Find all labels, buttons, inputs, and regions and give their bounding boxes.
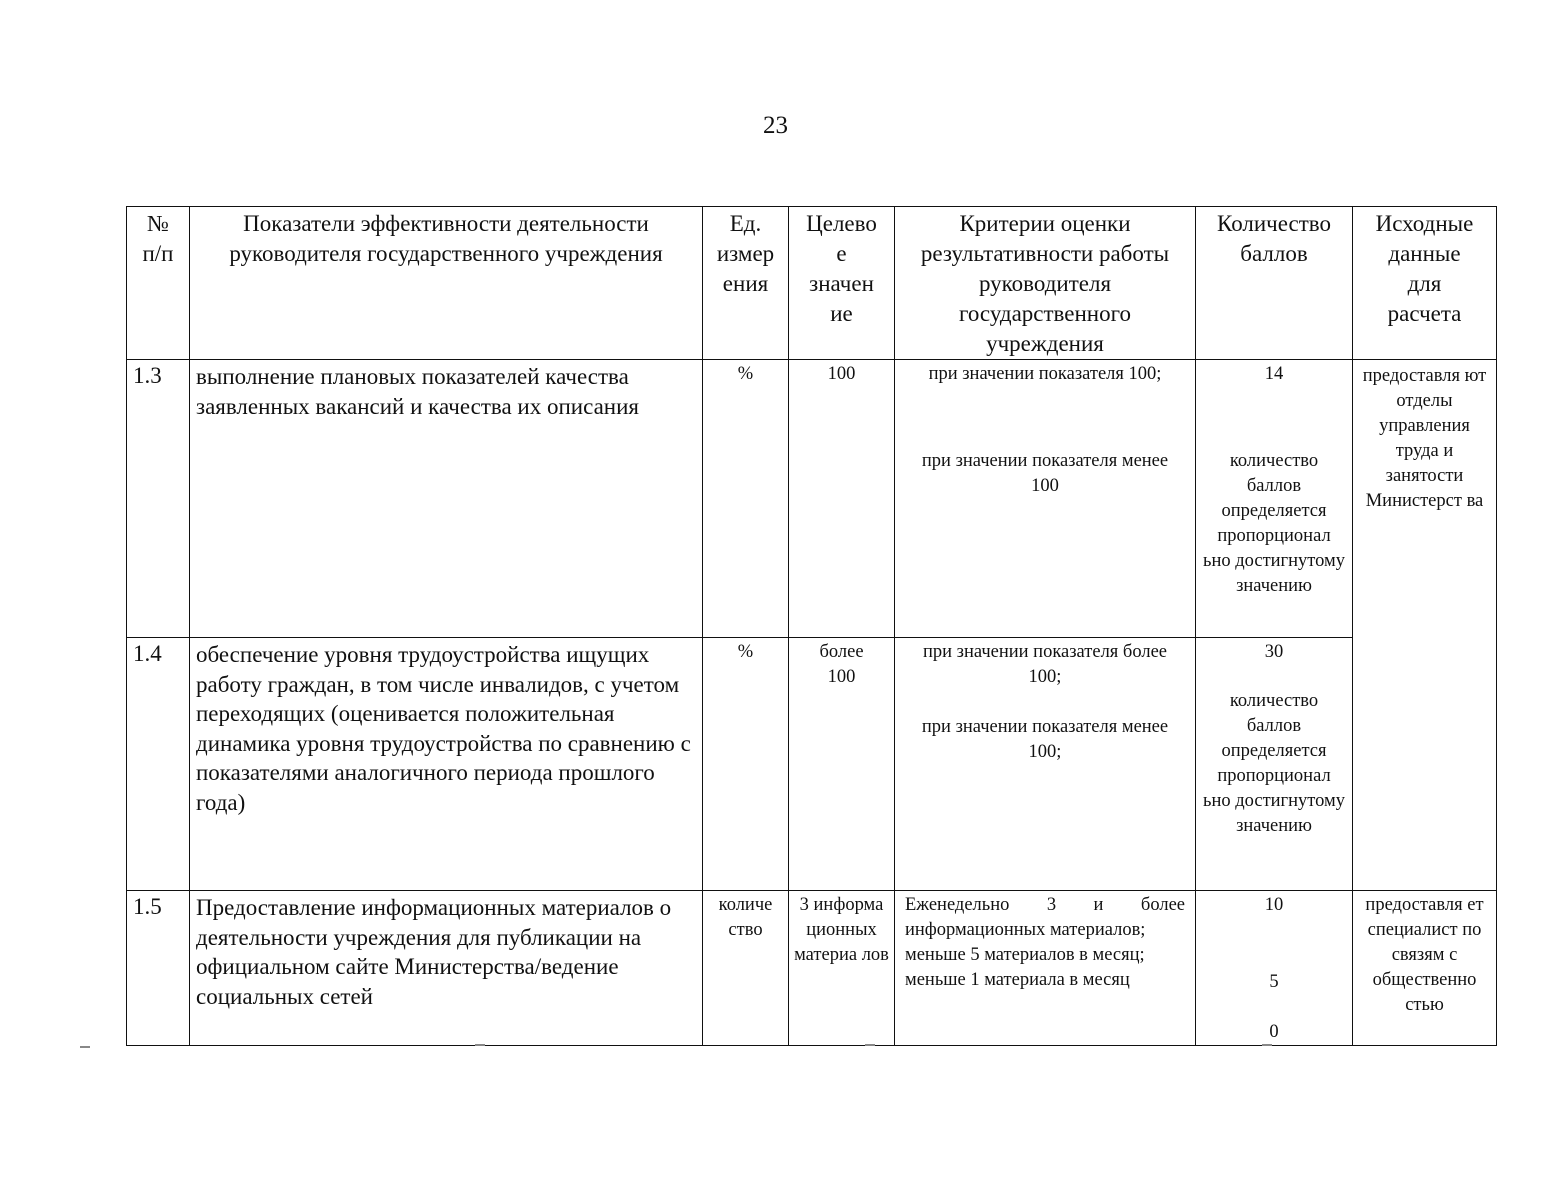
source-cell: предоставля ет специалист по связям с общественно стью [1353,891,1497,1046]
target-cell: 100 [789,360,895,638]
indicators-table [126,206,1497,1046]
indicator-text: обеспечение уровня трудоустройства ищущих работу граждан, в том числе инвалидов, с учетом переходящих (оценивается положительная динамика уровня трудоустройства по сравнению с показателями аналогичного периода прошлого года) [190,638,703,891]
table-row [127,891,1497,1046]
table-header-row [127,207,1497,360]
table-row [127,360,1497,638]
header-target: Целево е значен ие [789,207,895,360]
points-cell: 10 5 0 [1196,891,1353,1046]
criteria-cell: при значении показателя 100; при значении показателя менее 100 [895,360,1196,638]
header-indicator: Показатели эффективности деятельности руководителя государственного учреждения [190,207,703,360]
source-cell: предоставля ют отделы управления труда и занятости Министерст ва [1353,360,1497,891]
header-criteria: Критерии оценки результативности работы руководителя государственного учреждения [895,207,1196,360]
scan-mark [80,1046,90,1048]
scan-mark [475,1044,485,1046]
points-cell: 14 количество баллов определяется пропорционал ьно достигнутому значению [1196,360,1353,638]
table-row [127,638,1497,891]
header-number: № п/п [127,207,190,360]
indicator-text: Предоставление информационных материалов о деятельности учреждения для публикации на официальном сайте Министерства/ведение социальных сетей [190,891,703,1046]
scan-mark [1262,1044,1272,1046]
target-cell: более 100 [789,638,895,891]
unit-cell: % [703,638,789,891]
criteria-cell: при значении показателя более 100; при значении показателя менее 100; [895,638,1196,891]
row-number: 1.3 [127,360,190,638]
header-source: Исходные данные для расчета [1353,207,1497,360]
header-unit: Ед. измер ения [703,207,789,360]
page-number: 23 [763,112,788,139]
unit-cell: количе ство [703,891,789,1046]
points-cell: 30 количество баллов определяется пропорционал ьно достигнутому значению [1196,638,1353,891]
unit-cell: % [703,360,789,638]
row-number: 1.4 [127,638,190,891]
indicator-text: выполнение плановых показателей качества заявленных вакансий и качества их описания [190,360,703,638]
criteria-cell: Еженедельно 3 и более информационных материалов; меньше 5 материалов в месяц; меньше 1 материала в месяц [895,891,1196,1046]
row-number: 1.5 [127,891,190,1046]
scan-mark [865,1044,875,1046]
header-points: Количество баллов [1196,207,1353,360]
target-cell: 3 информа ционных материа лов [789,891,895,1046]
